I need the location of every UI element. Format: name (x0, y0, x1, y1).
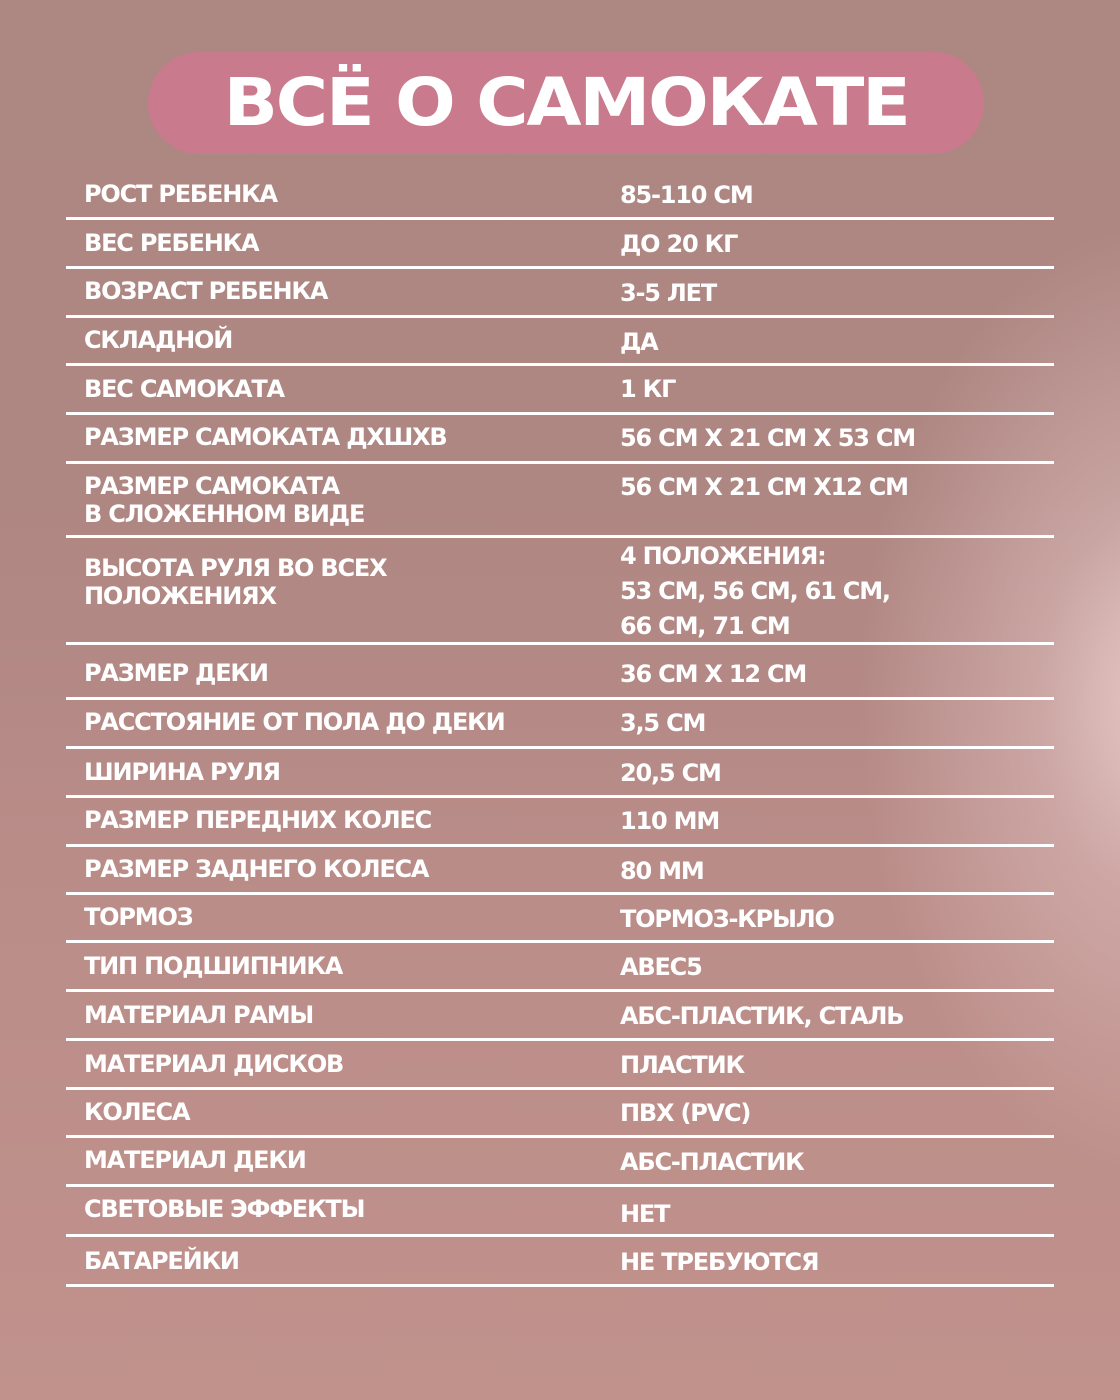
spec-row (66, 1090, 1054, 1138)
spec-row (66, 1237, 1054, 1287)
spec-value: АБС-ПЛАСТИК (620, 1148, 804, 1176)
spec-row (66, 645, 1054, 700)
spec-row (66, 749, 1054, 798)
spec-row (66, 992, 1054, 1041)
spec-row (66, 1187, 1054, 1237)
spec-value: 36 СМ Х 12 СМ (620, 660, 807, 688)
spec-value: 80 ММ (620, 857, 704, 885)
spec-value: 3-5 ЛЕТ (620, 279, 717, 307)
spec-row (66, 464, 1054, 538)
spec-label: ТОРМОЗ (84, 903, 193, 931)
spec-row (66, 538, 1054, 645)
spec-label: РАЗМЕР САМОКАТА ДХШХВ (84, 423, 447, 451)
spec-label: МАТЕРИАЛ ДИСКОВ (84, 1050, 344, 1078)
spec-label: РАЗМЕР ДЕКИ (84, 659, 268, 687)
spec-value: ДА (620, 328, 658, 356)
spec-value: 85-110 СМ (620, 181, 753, 209)
spec-value: 1 КГ (620, 375, 676, 403)
spec-value: 3,5 СМ (620, 709, 706, 737)
spec-row (66, 847, 1054, 895)
spec-label: РОСТ РЕБЕНКА (84, 180, 277, 208)
spec-row (66, 172, 1054, 220)
spec-label: ВОЗРАСТ РЕБЕНКА (84, 277, 328, 305)
spec-value: 56 СМ Х 21 СМ Х12 СМ (620, 473, 908, 501)
spec-label: МАТЕРИАЛ РАМЫ (84, 1001, 314, 1029)
spec-value: 56 СМ Х 21 СМ Х 53 СМ (620, 424, 915, 452)
spec-row (66, 366, 1054, 415)
spec-label: РАЗМЕР ЗАДНЕГО КОЛЕСА (84, 855, 429, 883)
spec-label: ВЫСОТА РУЛЯ ВО ВСЕХ ПОЛОЖЕНИЯХ (84, 554, 387, 610)
spec-row (66, 895, 1054, 943)
spec-row (66, 269, 1054, 318)
spec-row (66, 1138, 1054, 1187)
spec-label: СКЛАДНОЙ (84, 326, 233, 354)
spec-row (66, 700, 1054, 749)
spec-value: ПВХ (PVC) (620, 1099, 751, 1127)
title-pill (148, 52, 984, 154)
spec-label: ШИРИНА РУЛЯ (84, 758, 280, 786)
page-title: ВСЁ О САМОКАТЕ (223, 64, 909, 141)
spec-value: НЕ ТРЕБУЮТСЯ (620, 1248, 819, 1276)
spec-row (66, 1041, 1054, 1090)
spec-label: РАЗМЕР ПЕРЕДНИХ КОЛЕС (84, 806, 432, 834)
spec-label: ТИП ПОДШИПНИКА (84, 952, 343, 980)
spec-value: ДО 20 КГ (620, 230, 738, 258)
spec-label: КОЛЕСА (84, 1098, 190, 1126)
spec-row (66, 415, 1054, 464)
spec-value: АБС-ПЛАСТИК, СТАЛЬ (620, 1002, 904, 1030)
spec-label: РАССТОЯНИЕ ОТ ПОЛА ДО ДЕКИ (84, 708, 505, 736)
spec-row (66, 220, 1054, 269)
spec-label: ВЕС РЕБЕНКА (84, 229, 259, 257)
spec-label: МАТЕРИАЛ ДЕКИ (84, 1146, 306, 1174)
spec-label: БАТАРЕЙКИ (84, 1247, 239, 1275)
spec-row (66, 943, 1054, 992)
spec-row (66, 798, 1054, 847)
spec-value: ABEC5 (620, 953, 702, 981)
spec-table (66, 172, 1054, 1287)
spec-value: 20,5 СМ (620, 759, 721, 787)
spec-label: ВЕС САМОКАТА (84, 375, 284, 403)
spec-row (66, 318, 1054, 366)
spec-value: ТОРМОЗ-КРЫЛО (620, 905, 834, 933)
spec-value: 110 ММ (620, 807, 720, 835)
spec-value: 4 ПОЛОЖЕНИЯ: 53 СМ, 56 СМ, 61 СМ, 66 СМ, 71 СМ (620, 542, 890, 640)
spec-value: НЕТ (620, 1200, 670, 1228)
spec-label: РАЗМЕР САМОКАТА В СЛОЖЕННОМ ВИДЕ (84, 472, 365, 528)
spec-label: СВЕТОВЫЕ ЭФФЕКТЫ (84, 1195, 365, 1223)
spec-value: ПЛАСТИК (620, 1051, 744, 1079)
